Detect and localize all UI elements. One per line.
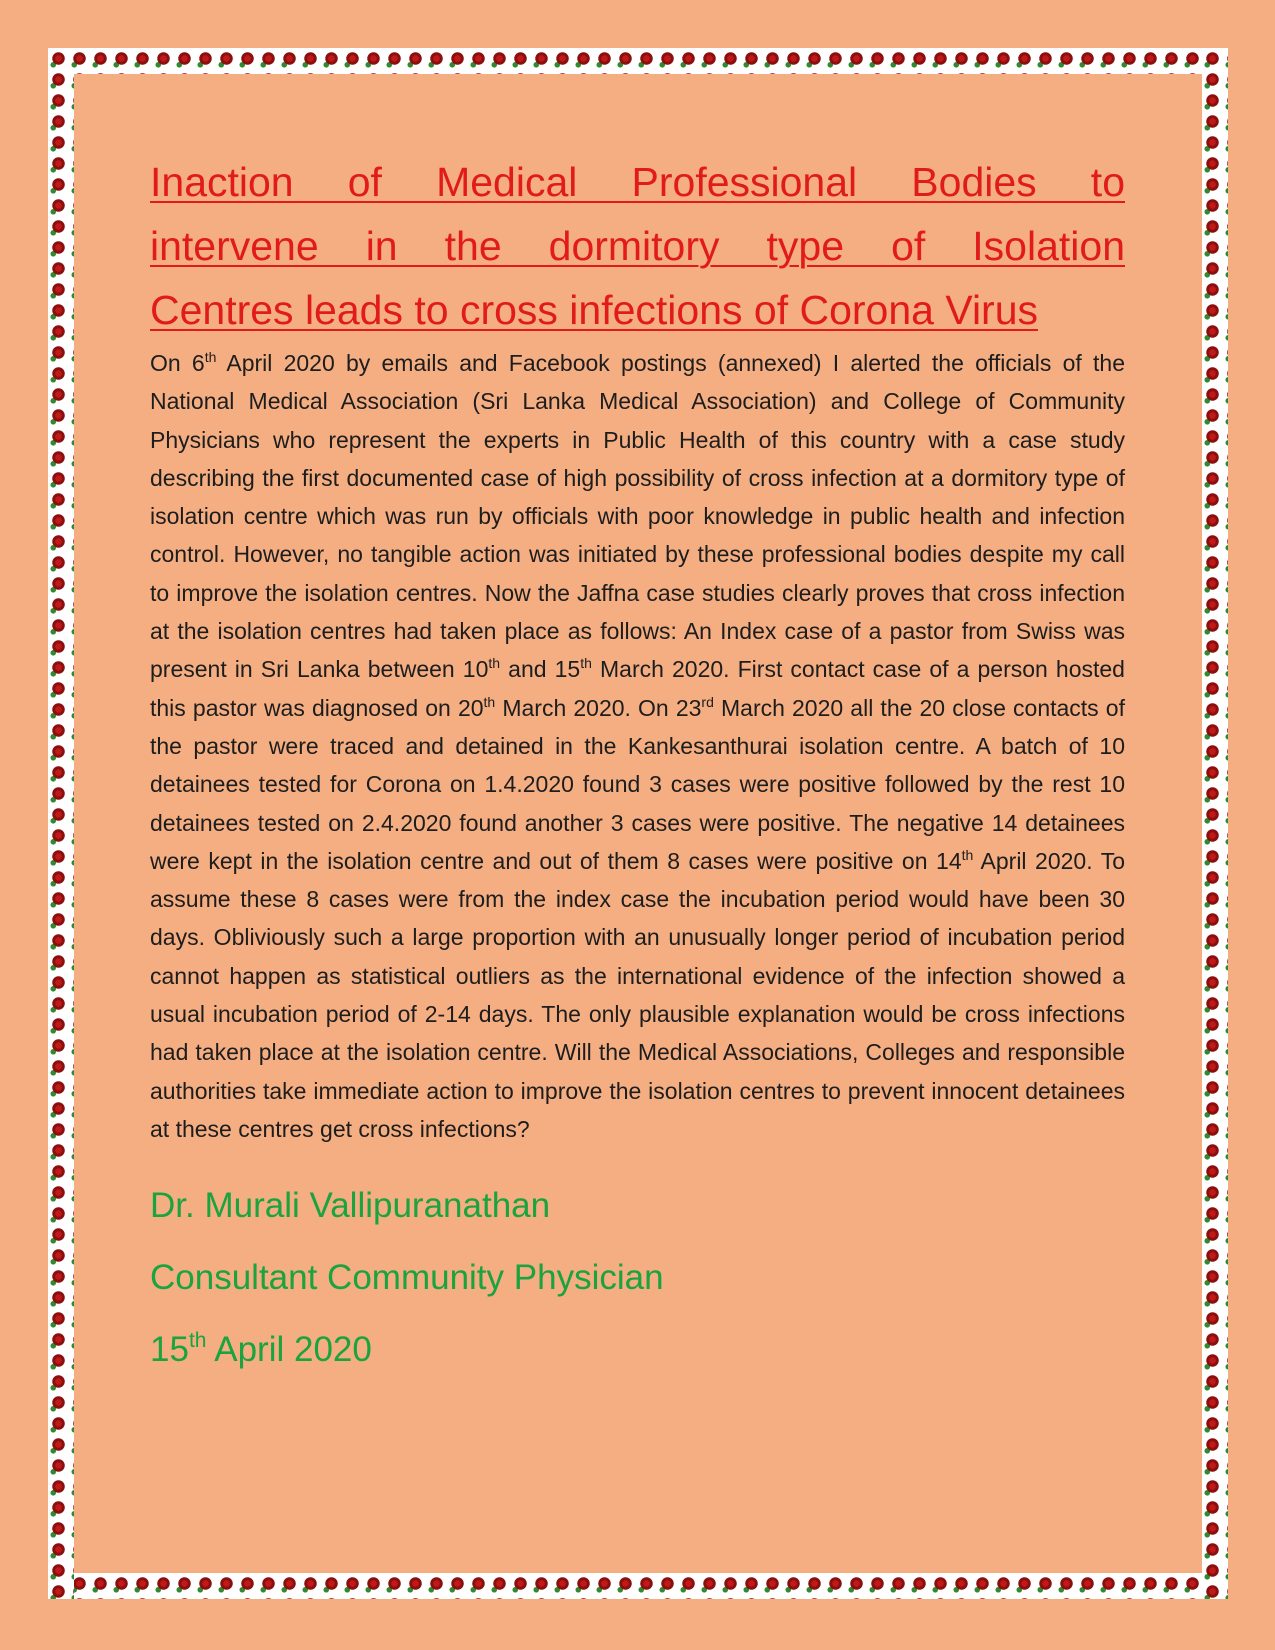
body-text-segment: April 2020 by emails and Facebook postings (annexed) I alerted the officials of the National Medical Association (Sri Lanka Medical Association) and College of Community Physicians who represent the experts in Public Health of this country with a case study describing the first documented case of high possibility of cross infection at a dormitory type of isolation centre which was run by officials with poor knowledge in public health and infection control. However, no tangible action was initiated by these professional bodies despite my call to improve the isolation centres. Now the Jaffna case studies clearly proves that cross infection at the isolation centres had taken place as follows: An Index case of a pastor from Swiss was present in Sri Lanka between 10 [150, 350, 1125, 683]
body-text-segment: April 2020. To assume these 8 cases were from the index case the incubation period would have been 30 days. Obliviously such a large proportion with an unusually longer period of incubation period cannot happen as statistical outliers as the international evidence of the infection showed a usual incubation period of 2-14 days. The only plausible explanation would be cross infections had taken place at the isolation centre. Will the Medical Associations, Colleges and responsible authorities take immediate action to improve the isolation centres to prevent innocent detainees at these centres get cross infections? [150, 847, 1125, 1142]
page-title [150, 150, 1125, 342]
document-content [150, 150, 1125, 1386]
author-name: Dr. Murali Vallipuranathan [150, 1186, 551, 1226]
body-paragraph [150, 344, 1125, 1148]
title-line-3: Centres leads to cross infections of Corona Virus [150, 287, 1039, 333]
decorative-border-top [48, 48, 1228, 74]
body-text-segment: and 15 [500, 656, 581, 683]
ordinal-suffix: th [483, 693, 496, 710]
decorative-border-bottom [48, 1573, 1228, 1599]
body-text-segment: On 6 [150, 350, 205, 376]
date-ordinal-suffix: th [188, 1329, 207, 1353]
signature-date [150, 1314, 1125, 1386]
body-text-segment: March 2020 all the 20 close contacts of the pastor were traced and detained in the Kankesanthurai isolation centre. A batch of 10 detainees tested for Corona on 1.4.2020 found 3 cases were positive followed by the rest 10 detainees tested on 2.4.2020 found another 3 cases were positive. The negative 14 detainees were kept in the isolation centre and out of them 8 cases were positive on 14 [150, 694, 1125, 874]
body-text-segment: March 2020. On 23 [495, 694, 702, 721]
decorative-border-right [1202, 48, 1228, 1599]
decorative-border-left [48, 48, 74, 1599]
ordinal-suffix: th [488, 655, 501, 672]
title-line-2: intervene in the dormitory type of Isolation [150, 223, 1125, 269]
title-line-1: Inaction of Medical Professional Bodies to [150, 159, 1125, 205]
ordinal-suffix: th [961, 846, 974, 863]
ordinal-suffix: th [204, 349, 217, 365]
ordinal-suffix: rd [701, 693, 714, 710]
date-day: 15 [150, 1330, 189, 1370]
body-text-segment: March 2020. First contact case of a person hosted this pastor was diagnosed on 20 [150, 656, 1125, 721]
ordinal-suffix: th [580, 655, 592, 672]
author-role: Consultant Community Physician [150, 1258, 664, 1298]
date-month-year: April 2020 [206, 1330, 372, 1370]
signature-block [150, 1170, 1125, 1386]
